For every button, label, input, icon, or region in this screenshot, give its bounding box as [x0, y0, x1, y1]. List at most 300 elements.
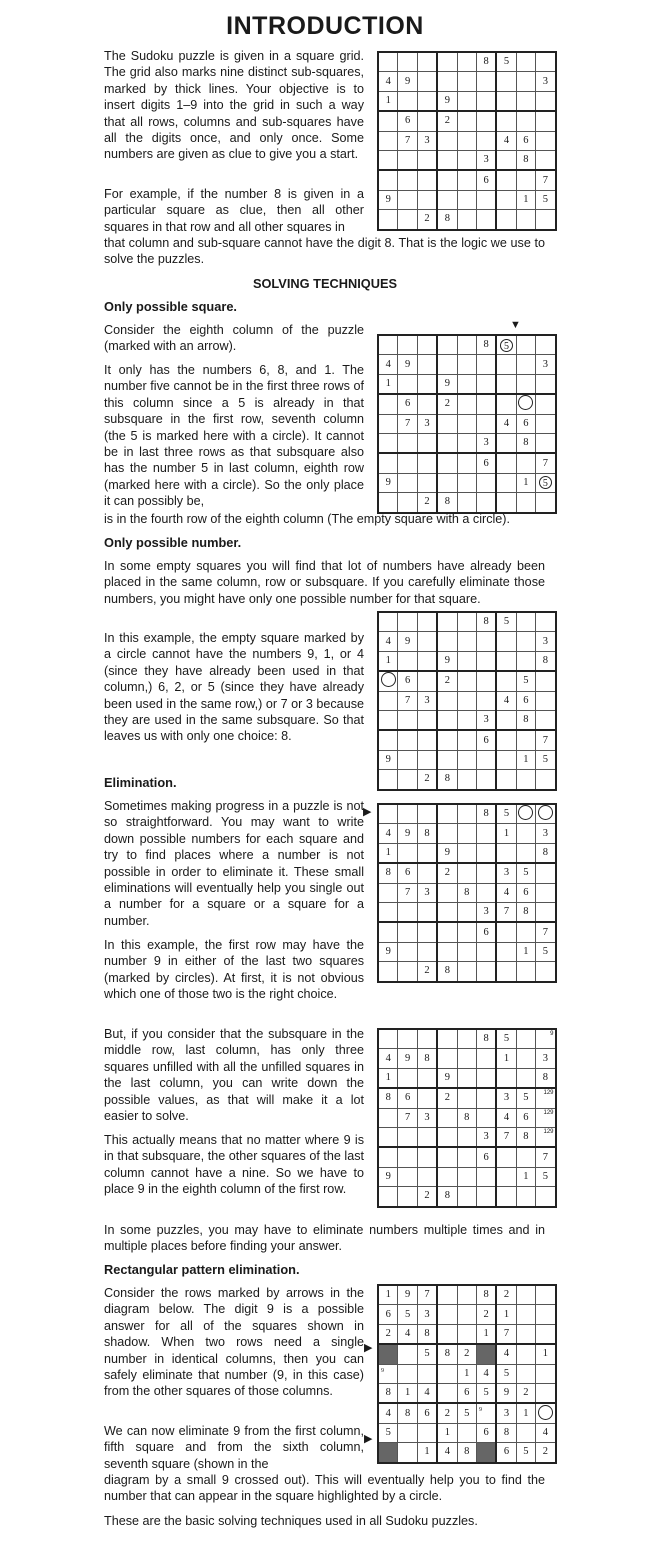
sudoku-cell: [378, 170, 398, 190]
sudoku-cell: [378, 710, 398, 730]
sudoku-cell: [378, 922, 398, 942]
cell-digit: 1: [385, 1289, 391, 1301]
sudoku-cell: [398, 335, 417, 355]
cell-digit: 4: [385, 358, 391, 370]
sudoku-cell: [496, 942, 516, 961]
cell-digit: 6: [523, 694, 529, 706]
sudoku-cell: [417, 612, 437, 632]
sudoku-cell: [496, 72, 516, 91]
cell-digit: 2: [424, 773, 430, 785]
sudoku-cell: [457, 190, 476, 209]
sudoku-cell: [437, 632, 457, 651]
sudoku-cell: [437, 111, 457, 131]
cell-digit: 7: [542, 457, 548, 469]
sudoku-grid-only-possible-number: [377, 611, 557, 791]
cell-digit: 6: [483, 1426, 489, 1438]
sudoku-cell: [536, 1187, 556, 1207]
sudoku-row: [378, 1344, 556, 1364]
cell-digit: 7: [404, 886, 411, 898]
cell-digit: 8: [503, 1426, 510, 1438]
cell-digit: 7: [542, 734, 548, 746]
sudoku-row: [378, 1324, 556, 1344]
sudoku-row: [378, 863, 556, 883]
sudoku-cell: [516, 1147, 535, 1167]
cell-digit: 6: [404, 675, 411, 687]
cell-digit: 1: [385, 94, 391, 106]
sudoku-cell: [398, 942, 417, 961]
sudoku-cell: [536, 131, 556, 150]
sudoku-cell: [378, 902, 398, 922]
cell-digit: 8: [464, 1446, 470, 1458]
sec2-paragraph-2: In this example, the empty square marked by a circle cannot have the numbers 9, 1, or 4 (since they have already been used in that column,) 6, 2, or 5 (since they have already been used in the same row,) or 7 or 3 because they are used in the same subsquare. So that leaves us with only one choice: 8.: [104, 631, 364, 744]
sudoku-cell: [516, 355, 535, 374]
sudoku-cell: [417, 962, 437, 982]
sudoku-cell: [536, 1383, 556, 1403]
cell-digit: 5: [464, 1407, 470, 1419]
sudoku-cell: [417, 1108, 437, 1127]
sudoku-cell: [457, 1029, 476, 1049]
cell-digit: 8: [483, 616, 489, 628]
sudoku-cell: [398, 1364, 417, 1383]
cell-digit: 2: [385, 1327, 391, 1339]
sudoku-cell: [457, 824, 476, 843]
sudoku-cell: [516, 632, 535, 651]
sudoku-cell: [536, 190, 556, 209]
sudoku-cell: [536, 1423, 556, 1442]
sudoku-cell: [457, 453, 476, 473]
cell-digit: 1: [385, 846, 391, 858]
cell-digit: 2: [464, 1348, 470, 1360]
sudoku-cell: [437, 804, 457, 824]
sudoku-cell: [516, 962, 535, 982]
cell-digit: 6: [483, 926, 489, 938]
cell-digit: 2: [444, 398, 450, 410]
sudoku-cell: [536, 453, 556, 473]
crossed-candidate: 9: [381, 1367, 384, 1374]
sudoku-cell: [457, 1049, 476, 1068]
cell-digit: 3: [424, 694, 430, 706]
sudoku-cell: [378, 335, 398, 355]
cell-digit: 9: [385, 193, 391, 205]
sudoku-cell: [437, 170, 457, 190]
sudoku-cell: [496, 1383, 516, 1403]
cell-digit: 9: [385, 1170, 391, 1182]
sudoku-cell: [536, 863, 556, 883]
candidate-note: 129: [543, 1090, 554, 1097]
cell-digit: 6: [464, 1387, 470, 1399]
sudoku-cell: [398, 1088, 417, 1108]
sudoku-cell: [496, 651, 516, 671]
sudoku-row: [378, 1403, 556, 1423]
sudoku-cell: [496, 922, 516, 942]
cell-digit: 2: [444, 1092, 450, 1104]
cell-digit: 6: [483, 1151, 489, 1163]
sudoku-cell: [437, 1285, 457, 1305]
only-possible-square-heading: Only possible square.: [104, 299, 237, 314]
cell-digit: 3: [483, 714, 489, 726]
sudoku-cell: [457, 922, 476, 942]
cell-digit: 2: [424, 496, 430, 508]
sudoku-cell: [457, 691, 476, 710]
sudoku-cell: [516, 1187, 535, 1207]
sec1-paragraph-1: Consider the eighth column of the puzzle (marked with an arrow).: [104, 323, 364, 354]
sudoku-cell: [417, 1383, 437, 1403]
sudoku-grid-elimination: [377, 803, 557, 983]
sudoku-cell: [457, 1383, 476, 1403]
sudoku-cell: [378, 1285, 398, 1305]
sudoku-cell: [476, 902, 496, 922]
candidate-note: 129: [543, 1109, 554, 1116]
cell-digit: 4: [385, 1407, 391, 1419]
arrow-down-icon: ▼: [510, 319, 521, 331]
cell-digit: 8: [483, 1033, 489, 1045]
sudoku-cell: [437, 942, 457, 961]
sudoku-cell: [496, 612, 516, 632]
sudoku-cell: [536, 52, 556, 72]
cell-digit: 5: [523, 867, 529, 879]
sudoku-cell: [417, 170, 437, 190]
sudoku-cell: [476, 691, 496, 710]
sudoku-cell: [417, 883, 437, 902]
sudoku-cell: [398, 473, 417, 492]
sudoku-cell: [437, 1364, 457, 1383]
sudoku-cell: [496, 1049, 516, 1068]
sudoku-cell: [378, 1403, 398, 1423]
sudoku-cell: [417, 210, 437, 230]
sudoku-cell: [476, 1324, 496, 1344]
cell-digit: 5: [424, 1348, 430, 1360]
sudoku-cell: [476, 1344, 496, 1364]
cell-digit: 7: [503, 1131, 510, 1143]
cell-digit: 5: [503, 1367, 510, 1379]
cell-digit: 4: [444, 1446, 450, 1458]
sudoku-cell: [417, 1344, 437, 1364]
sudoku-cell: [536, 1068, 556, 1088]
sudoku-cell: [496, 1305, 516, 1324]
sudoku-cell: [378, 750, 398, 769]
sudoku-cell: [536, 1049, 556, 1068]
cell-digit: 1: [464, 1367, 470, 1379]
cell-digit: 2: [523, 1387, 529, 1399]
sudoku-cell: [516, 1443, 535, 1463]
sudoku-cell: [476, 710, 496, 730]
sudoku-cell: [378, 843, 398, 863]
sudoku-cell: [457, 962, 476, 982]
sudoku-cell: [437, 72, 457, 91]
cell-digit: 5: [542, 945, 548, 957]
sec4-paragraph-1: Consider the rows marked by arrows in the diagram below. The digit 9 is a possible answer for all of the squares shown in shadow. When two rows need a single number in identical columns, then you can safely eliminate that number (9, in this case) from the other squares of those columns.: [104, 1286, 364, 1399]
sudoku-row: [378, 804, 556, 824]
sudoku-row: [378, 414, 556, 433]
sudoku-cell: [378, 612, 398, 632]
cell-digit: 3: [483, 1131, 489, 1143]
sudoku-row: [378, 72, 556, 91]
sudoku-row: [378, 374, 556, 394]
sudoku-cell: [417, 1029, 437, 1049]
circle-mark: [538, 1405, 553, 1420]
elimination-heading: Elimination.: [104, 775, 177, 790]
sudoku-cell: [398, 414, 417, 433]
cell-digit: 3: [424, 134, 430, 146]
cell-digit: 1: [404, 1387, 411, 1399]
sudoku-cell: [496, 414, 516, 433]
sudoku-cell: [536, 1108, 556, 1127]
sudoku-cell: [476, 190, 496, 209]
sudoku-cell: [417, 1443, 437, 1463]
cell-digit: 9: [404, 1052, 411, 1064]
cell-digit: 9: [444, 94, 450, 106]
rectangular-pattern-heading: Rectangular pattern elimination.: [104, 1262, 300, 1277]
sudoku-cell: [437, 863, 457, 883]
sudoku-cell: [516, 730, 535, 750]
sudoku-cell: [378, 1344, 398, 1364]
sudoku-cell: [457, 91, 476, 111]
sudoku-cell: [476, 433, 496, 453]
sudoku-cell: [516, 710, 535, 730]
sudoku-cell: [417, 1187, 437, 1207]
sudoku-cell: [536, 170, 556, 190]
sudoku-cell: [398, 190, 417, 209]
sudoku-cell: [496, 902, 516, 922]
sudoku-cell: [516, 651, 535, 671]
sudoku-cell: [536, 750, 556, 769]
cell-digit: 3: [542, 827, 548, 839]
sudoku-cell: [417, 335, 437, 355]
sudoku-cell: [398, 770, 417, 790]
sudoku-cell: [457, 1324, 476, 1344]
sudoku-cell: [496, 1167, 516, 1186]
sudoku-row: [378, 1305, 556, 1324]
cell-digit: 8: [424, 827, 430, 839]
sudoku-cell: [417, 190, 437, 209]
sudoku-cell: [496, 473, 516, 492]
sudoku-cell: [457, 355, 476, 374]
sudoku-row: [378, 1049, 556, 1068]
sudoku-cell: [437, 190, 457, 209]
sudoku-cell: [516, 1324, 535, 1344]
sudoku-table: [377, 1028, 557, 1208]
sudoku-row: [378, 433, 556, 453]
sudoku-cell: [378, 962, 398, 982]
cell-digit: 6: [523, 417, 529, 429]
intro-paragraph-1: The Sudoku puzzle is given in a square grid. The grid also marks nine distinct sub-squares, marked by thick lines. Your objective is to insert digits 1–9 into the grid in such a way that all rows, columns and sub-squares have all the digits once, and only once. Some numbers are given as clue to give you a start.: [104, 49, 364, 162]
sudoku-cell: [536, 493, 556, 513]
sudoku-cell: [417, 150, 437, 170]
sudoku-cell: [476, 922, 496, 942]
cell-digit: 2: [483, 1308, 489, 1320]
cell-digit: 5: [523, 1446, 529, 1458]
sudoku-cell: [378, 414, 398, 433]
cell-digit: 5: [404, 1308, 411, 1320]
sudoku-cell: [457, 883, 476, 902]
cell-digit: 4: [404, 1327, 411, 1339]
sudoku-cell: [378, 374, 398, 394]
sudoku-cell: [516, 843, 535, 863]
sudoku-cell: [457, 750, 476, 769]
sudoku-cell: [378, 355, 398, 374]
sudoku-cell: [476, 473, 496, 492]
sudoku-cell: [457, 433, 476, 453]
sudoku-cell: [457, 843, 476, 863]
sudoku-cell: [496, 883, 516, 902]
cell-digit: 3: [503, 867, 510, 879]
sec3-paragraph-3: But, if you consider that the subsquare in the middle row, last column, has only three squares unfilled with all the unfilled squares in the last column, you can write down the possible values, as that will make it a lot easier to solve.: [104, 1027, 364, 1124]
sudoku-cell: [536, 150, 556, 170]
sudoku-cell: [496, 1029, 516, 1049]
sudoku-cell: [457, 1167, 476, 1186]
sudoku-cell: [417, 394, 437, 414]
sudoku-cell: [398, 1305, 417, 1324]
sudoku-cell: [536, 355, 556, 374]
sudoku-cell: [417, 843, 437, 863]
sudoku-cell: [378, 1127, 398, 1147]
sudoku-cell: [536, 1305, 556, 1324]
cell-digit: 7: [542, 926, 548, 938]
cell-digit: 4: [503, 134, 510, 146]
cell-digit: 4: [542, 1426, 548, 1438]
sudoku-cell: [496, 824, 516, 843]
cell-digit: 8: [385, 867, 391, 879]
sudoku-cell: [398, 1443, 417, 1463]
sudoku-cell: [476, 651, 496, 671]
sudoku-row: [378, 651, 556, 671]
sudoku-cell: [496, 730, 516, 750]
cell-digit: 6: [523, 1111, 529, 1123]
sudoku-cell: [437, 710, 457, 730]
cell-digit: 5: [523, 675, 529, 687]
cell-digit: 1: [523, 753, 529, 765]
sudoku-cell: [378, 1088, 398, 1108]
sudoku-row: [378, 1443, 556, 1463]
sudoku-cell: [536, 1443, 556, 1463]
sudoku-cell: [398, 91, 417, 111]
sudoku-cell: [516, 1127, 535, 1147]
sudoku-cell: [536, 1324, 556, 1344]
sudoku-cell: [417, 770, 437, 790]
cell-digit: 1: [523, 945, 529, 957]
sudoku-cell: [536, 632, 556, 651]
sudoku-cell: [476, 883, 496, 902]
cell-digit: 3: [503, 1092, 510, 1104]
cell-digit: 1: [523, 193, 529, 205]
sudoku-cell: [437, 843, 457, 863]
sudoku-cell: [437, 1127, 457, 1147]
sudoku-cell: [437, 131, 457, 150]
cell-digit: 1: [523, 476, 529, 488]
sudoku-cell: [398, 150, 417, 170]
sudoku-cell: [457, 72, 476, 91]
sudoku-cell: [496, 190, 516, 209]
sudoku-cell: [476, 671, 496, 691]
sudoku-table: [377, 334, 557, 514]
sudoku-cell: [378, 473, 398, 492]
sudoku-cell: [378, 1108, 398, 1127]
sudoku-cell: [476, 770, 496, 790]
sudoku-cell: [437, 651, 457, 671]
sudoku-cell: [398, 1029, 417, 1049]
sudoku-grid-only-possible-square: [377, 334, 557, 514]
sudoku-cell: [516, 1344, 535, 1364]
sudoku-cell: [476, 1147, 496, 1167]
sudoku-row: [378, 150, 556, 170]
cell-digit: 5: [483, 1387, 489, 1399]
sudoku-row: [378, 612, 556, 632]
cell-digit: 3: [542, 1052, 548, 1064]
cell-digit: 9: [503, 1387, 510, 1399]
cell-digit: 9: [385, 476, 391, 488]
sudoku-cell: [516, 433, 535, 453]
sudoku-cell: [457, 804, 476, 824]
sudoku-cell: [457, 612, 476, 632]
sudoku-cell: [476, 1423, 496, 1442]
sudoku-cell: [516, 770, 535, 790]
sudoku-cell: [378, 770, 398, 790]
sudoku-cell: [378, 1443, 398, 1463]
sudoku-cell: [476, 170, 496, 190]
sudoku-cell: [516, 111, 535, 131]
sudoku-cell: [496, 750, 516, 769]
sudoku-cell: [378, 651, 398, 671]
sudoku-cell: [496, 1068, 516, 1088]
sudoku-cell: [398, 922, 417, 942]
cell-digit: 4: [424, 1387, 430, 1399]
sudoku-row: [378, 1423, 556, 1442]
sudoku-cell: [516, 671, 535, 691]
sudoku-cell: [457, 150, 476, 170]
sudoku-cell: [437, 1029, 457, 1049]
sudoku-cell: [476, 750, 496, 769]
sudoku-row: [378, 883, 556, 902]
cell-digit: 8: [542, 846, 548, 858]
cell-digit: 4: [503, 417, 510, 429]
sudoku-cell: [398, 1403, 417, 1423]
sudoku-cell: [417, 922, 437, 942]
sudoku-cell: [437, 1383, 457, 1403]
sudoku-cell: [457, 414, 476, 433]
sudoku-cell: [398, 1383, 417, 1403]
sec1-paragraph-3: is in the fourth row of the eighth column (The empty square with a circle).: [104, 512, 510, 526]
sudoku-row: [378, 942, 556, 961]
sudoku-cell: [378, 394, 398, 414]
sudoku-cell: [536, 710, 556, 730]
candidate-note: 9: [550, 1031, 554, 1037]
sudoku-cell: [437, 1108, 457, 1127]
sudoku-row: [378, 1127, 556, 1147]
cell-digit: 8: [464, 886, 470, 898]
cell-digit: 1: [385, 654, 391, 666]
cell-digit: 6: [424, 1407, 430, 1419]
sudoku-cell: [536, 414, 556, 433]
cell-digit: 5: [542, 1170, 548, 1182]
sudoku-cell: [378, 1029, 398, 1049]
sudoku-cell: [417, 453, 437, 473]
sudoku-cell: [516, 863, 535, 883]
sec2-paragraph-1: In some empty squares you will find that lot of numbers have already been placed in the same column, row or subsquare. If you carefully eliminate those numbers, you might have only one possible number for that square.: [104, 559, 545, 606]
sudoku-row: [378, 1068, 556, 1088]
sudoku-cell: [457, 770, 476, 790]
sudoku-cell: [437, 770, 457, 790]
cell-digit: 7: [424, 1289, 430, 1301]
cell-digit: 1: [483, 1327, 489, 1339]
cell-digit: 3: [542, 635, 548, 647]
sudoku-cell: [378, 1423, 398, 1442]
circle-mark: [518, 805, 533, 820]
sudoku-cell: [457, 710, 476, 730]
sudoku-cell: [536, 962, 556, 982]
sudoku-cell: [496, 210, 516, 230]
cell-digit: 8: [444, 213, 450, 225]
cell-digit: 7: [503, 1327, 510, 1339]
